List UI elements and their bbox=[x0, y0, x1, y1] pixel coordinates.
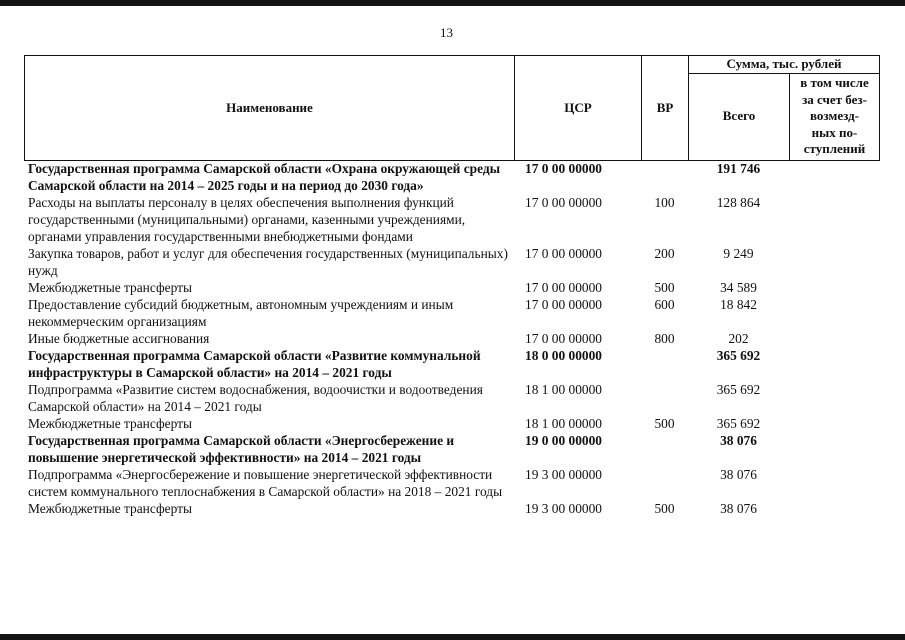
row-vr: 500 bbox=[654, 280, 675, 295]
row-grants bbox=[789, 347, 879, 381]
row-total: 38 076 bbox=[720, 467, 757, 482]
row-vr bbox=[641, 347, 688, 381]
table-row bbox=[24, 347, 879, 381]
row-csr: 18 1 00 00000 bbox=[525, 416, 602, 431]
row-name: Межбюджетные трансферты bbox=[28, 416, 192, 431]
row-total: 365 692 bbox=[716, 416, 761, 431]
row-name: Закупка товаров, работ и услуг для обеспечения государственных (муниципальных) нужд bbox=[28, 246, 508, 278]
row-csr: 19 0 00 00000 bbox=[525, 433, 602, 448]
row-total: 365 692 bbox=[716, 348, 761, 363]
row-vr bbox=[641, 160, 688, 194]
header-sum: Сумма, тыс. рублей bbox=[689, 56, 880, 74]
row-total: 128 864 bbox=[716, 195, 761, 210]
table-row bbox=[24, 432, 879, 466]
row-total: 38 076 bbox=[720, 501, 757, 516]
row-csr: 17 0 00 00000 bbox=[525, 297, 602, 312]
row-vr: 600 bbox=[654, 297, 675, 312]
row-grants bbox=[789, 415, 879, 432]
row-csr: 17 0 00 00000 bbox=[525, 161, 602, 176]
row-name: Государственная программа Самарской области «Развитие коммунальной инфраструктуры в Самарской области» на 2014 – 2021 годы bbox=[28, 348, 481, 380]
row-grants bbox=[789, 330, 879, 347]
row-grants bbox=[789, 466, 879, 500]
header-grants-line: ных по- bbox=[811, 124, 858, 140]
row-csr: 17 0 00 00000 bbox=[525, 331, 602, 346]
row-name: Межбюджетные трансферты bbox=[28, 280, 192, 295]
row-vr: 500 bbox=[654, 416, 675, 431]
row-name: Подпрограмма «Развитие систем водоснабжения, водоочистки и водоотведения Самарской области» на 2014 – 2021 годы bbox=[28, 382, 483, 414]
row-total: 38 076 bbox=[720, 433, 757, 448]
row-csr: 19 3 00 00000 bbox=[525, 501, 602, 516]
row-name: Государственная программа Самарской области «Охрана окружающей среды Самарской области на 2014 – 2025 годы и на период до 2030 года» bbox=[28, 161, 501, 193]
row-name: Государственная программа Самарской области «Энергосбережение и повышение энергетической эффективности» на 2014 – 2021 годы bbox=[28, 433, 455, 465]
header-csr: ЦСР bbox=[515, 56, 642, 161]
row-grants bbox=[789, 500, 879, 517]
table-header bbox=[24, 55, 880, 161]
header-grants bbox=[790, 73, 880, 160]
row-grants bbox=[789, 381, 879, 415]
row-grants bbox=[789, 160, 879, 194]
row-grants bbox=[789, 245, 879, 279]
row-total: 202 bbox=[728, 331, 749, 346]
table-row bbox=[24, 466, 879, 500]
scan-bottom-border bbox=[0, 634, 905, 640]
header-total: Всего bbox=[689, 73, 790, 160]
table-row bbox=[24, 330, 879, 347]
row-total: 365 692 bbox=[716, 382, 761, 397]
row-total: 9 249 bbox=[723, 246, 754, 261]
header-grants-line: ступлений bbox=[803, 141, 866, 157]
row-grants bbox=[789, 432, 879, 466]
table-row bbox=[24, 296, 879, 330]
row-total: 34 589 bbox=[720, 280, 757, 295]
table-row bbox=[24, 194, 879, 245]
row-name: Предоставление субсидий бюджетным, автономным учреждениям и иным некоммерческим организациям bbox=[28, 297, 454, 329]
header-grants-line: за счет без- bbox=[802, 91, 867, 107]
table-row bbox=[24, 279, 879, 296]
row-vr: 800 bbox=[654, 331, 675, 346]
row-vr: 200 bbox=[654, 246, 675, 261]
row-name: Расходы на выплаты персоналу в целях обеспечения выполнения функций государственными (муниципальными) органами, казенными учреждениями, органами управления государственными внебюджетными фондами bbox=[28, 195, 466, 244]
table-row bbox=[24, 415, 879, 432]
row-csr: 19 3 00 00000 bbox=[525, 467, 602, 482]
row-vr bbox=[641, 466, 688, 500]
table-row bbox=[24, 245, 879, 279]
row-name: Иные бюджетные ассигнования bbox=[28, 331, 210, 346]
table-row bbox=[24, 500, 879, 517]
table-row bbox=[24, 381, 879, 415]
table-row bbox=[24, 160, 879, 194]
scan-top-border bbox=[0, 0, 905, 6]
page-number: 13 bbox=[440, 25, 453, 40]
row-grants bbox=[789, 296, 879, 330]
row-vr: 100 bbox=[654, 195, 675, 210]
row-csr: 17 0 00 00000 bbox=[525, 195, 602, 210]
row-vr: 500 bbox=[654, 501, 675, 516]
header-name: Наименование bbox=[25, 56, 515, 161]
row-grants bbox=[789, 279, 879, 296]
budget-table bbox=[24, 160, 879, 517]
row-total: 191 746 bbox=[716, 161, 761, 176]
row-csr: 18 1 00 00000 bbox=[525, 382, 602, 397]
row-total: 18 842 bbox=[720, 297, 757, 312]
header-grants-line: в том числе bbox=[800, 75, 869, 91]
row-vr bbox=[641, 432, 688, 466]
row-csr: 17 0 00 00000 bbox=[525, 246, 602, 261]
row-name: Межбюджетные трансферты bbox=[28, 501, 192, 516]
row-csr: 17 0 00 00000 bbox=[525, 280, 602, 295]
header-vr: ВР bbox=[642, 56, 689, 161]
header-grants-line: возмезд- bbox=[810, 108, 859, 124]
row-name: Подпрограмма «Энергосбережение и повышение энергетической эффективности систем коммунального теплоснабжения в Самарской области» на 2018 – 2021 годы bbox=[28, 467, 503, 499]
row-vr bbox=[641, 381, 688, 415]
row-csr: 18 0 00 00000 bbox=[525, 348, 602, 363]
row-grants bbox=[789, 194, 879, 245]
